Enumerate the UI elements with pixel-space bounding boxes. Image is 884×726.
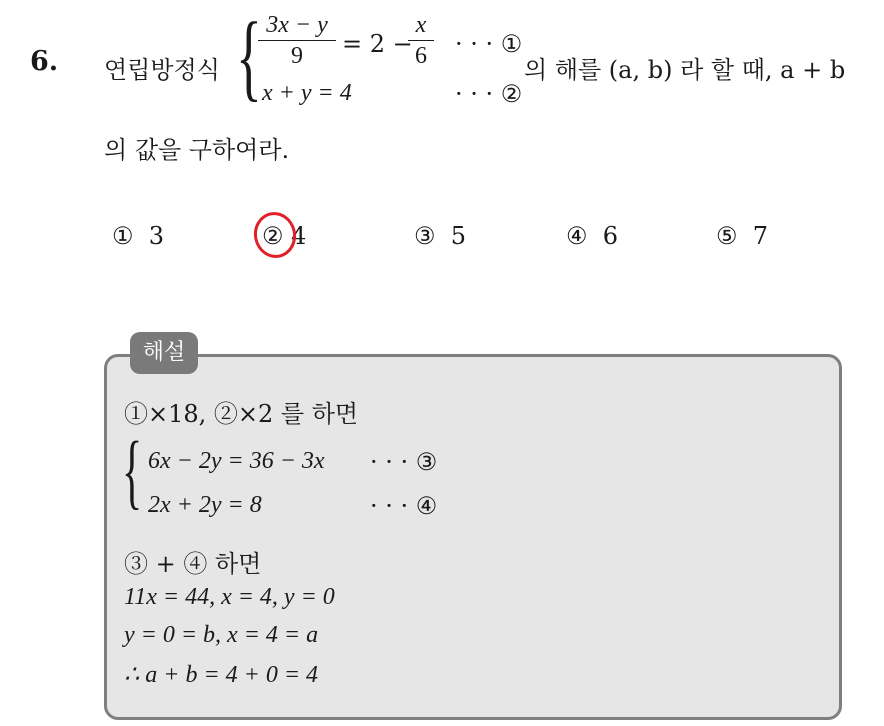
choice-label: ④: [566, 222, 588, 250]
question-suffix: 의 해를 (a, b) 라 할 때, a + b: [524, 56, 846, 84]
eq1-denominator: 9: [291, 43, 303, 69]
question-line2: 의 값을 구하여라.: [104, 136, 290, 164]
solution-system-eq2-tag: · · · ④: [370, 492, 438, 520]
answer-mark-circle: [250, 208, 301, 262]
choice-3[interactable]: [414, 222, 466, 250]
eq1-tag: · · · ①: [455, 30, 523, 58]
solution-line3: 11x = 44, x = 4, y = 0: [124, 584, 335, 610]
system-brace: {: [236, 3, 262, 111]
question-prefix: 연립방정식: [104, 56, 220, 84]
solution-label: 해설: [130, 332, 198, 374]
solution-line5: ∴ a + b = 4 + 0 = 4: [124, 662, 319, 688]
choice-label: ①: [112, 222, 134, 250]
solution-system-eq1: 6x − 2y = 36 − 3x: [148, 448, 325, 474]
choice-value: 6: [602, 222, 619, 250]
choice-value: 5: [450, 222, 467, 250]
solution-system-brace: {: [122, 425, 143, 518]
solution-system-eq2: 2x + 2y = 8: [148, 492, 262, 518]
choice-label: ③: [414, 222, 436, 250]
solution-step1: ①×18, ②×2 를 하면: [124, 400, 359, 428]
eq2-tag: · · · ②: [455, 80, 523, 108]
choice-value: 7: [752, 222, 769, 250]
choice-label: ②: [262, 222, 284, 250]
eq2-expression: x + y = 4: [262, 80, 352, 106]
eq1-right-numerator: x: [415, 12, 427, 38]
choice-4[interactable]: [566, 222, 618, 250]
choice-5[interactable]: [716, 222, 768, 250]
eq1-middle: = 2 −: [342, 30, 413, 58]
solution-system-eq1-tag: · · · ③: [370, 448, 438, 476]
eq1-right-denominator: 6: [415, 43, 427, 69]
choice-value: 3: [148, 222, 165, 250]
eq1-fraction: [258, 10, 336, 71]
question-number: 6.: [30, 46, 59, 77]
eq1-numerator: 3x − y: [266, 12, 328, 38]
choice-value: 4: [291, 222, 307, 250]
eq1-right-fraction: [408, 10, 434, 71]
choice-1[interactable]: [112, 222, 164, 250]
solution-line4: y = 0 = b, x = 4 = a: [124, 622, 319, 648]
choice-label: ⑤: [716, 222, 738, 250]
solution-step2: ③ + ④ 하면: [124, 550, 262, 578]
